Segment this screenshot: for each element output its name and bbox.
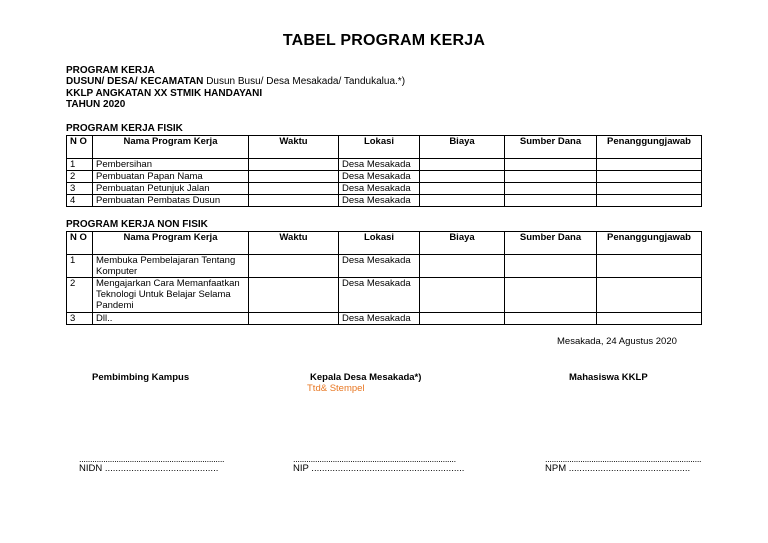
cell-sumber (505, 313, 597, 325)
table-row (67, 313, 702, 325)
header-program-kerja: PROGRAM KERJA (66, 65, 155, 76)
cell-waktu (249, 195, 339, 207)
col-header-pj: Penanggungjawab (597, 136, 702, 159)
cell-biaya (420, 313, 505, 325)
cell-lokasi: Desa Mesakada (339, 159, 420, 171)
cell-sumber (505, 278, 597, 313)
cell-sumber (505, 171, 597, 183)
col-header-lokasi: Lokasi (339, 232, 420, 255)
cell-name: Pembersihan (93, 159, 249, 171)
page-title: TABEL PROGRAM KERJA (282, 32, 486, 49)
signature-line-mahasiswa: ....................................................................... (545, 454, 702, 464)
cell-waktu (249, 313, 339, 325)
table-header-row (67, 136, 702, 159)
signature-title-kepala-desa: Kepala Desa Mesakada*) (310, 372, 422, 383)
section-title-fisik: PROGRAM KERJA FISIK (66, 123, 183, 134)
cell-name: Membuka Pembelajaran Tentang Komputer (93, 255, 249, 278)
col-header-biaya: Biaya (420, 136, 505, 159)
col-header-pj: Penanggungjawab (597, 232, 702, 255)
col-header-no: N O (67, 232, 93, 255)
stamp-note: Ttd& Stempel (307, 383, 365, 394)
cell-no: 2 (67, 278, 93, 313)
table-row (67, 159, 702, 171)
cell-pj (597, 278, 702, 313)
col-header-name: Nama Program Kerja (93, 136, 249, 159)
cell-no: 3 (67, 183, 93, 195)
cell-waktu (249, 159, 339, 171)
table-row (67, 183, 702, 195)
table-row (67, 278, 702, 313)
cell-sumber (505, 195, 597, 207)
cell-no: 2 (67, 171, 93, 183)
id-line-nidn: NIDN ........................................... (79, 463, 219, 474)
cell-lokasi: Desa Mesakada (339, 183, 420, 195)
cell-pj (597, 255, 702, 278)
col-header-biaya: Biaya (420, 232, 505, 255)
cell-waktu (249, 278, 339, 313)
cell-waktu (249, 171, 339, 183)
col-header-lokasi: Lokasi (339, 136, 420, 159)
header-kklp: KKLP ANGKATAN XX STMIK HANDAYANI (66, 88, 263, 99)
signature-title-pembimbing: Pembimbing Kampus (92, 372, 190, 383)
header-year: TAHUN 2020 (66, 99, 126, 110)
signature-line-pembimbing: .................................................................. (79, 454, 225, 464)
signature-title-mahasiswa: Mahasiswa KKLP (569, 372, 648, 383)
cell-lokasi: Desa Mesakada (339, 171, 420, 183)
cell-biaya (420, 255, 505, 278)
cell-biaya (420, 159, 505, 171)
cell-no: 3 (67, 313, 93, 325)
col-header-sumber: Sumber Dana (505, 232, 597, 255)
cell-name: Pembuatan Papan Nama (93, 171, 249, 183)
cell-name: Dll.. (93, 313, 249, 325)
cell-biaya (420, 278, 505, 313)
cell-waktu (249, 255, 339, 278)
cell-waktu (249, 183, 339, 195)
cell-no: 1 (67, 255, 93, 278)
cell-sumber (505, 183, 597, 195)
cell-pj (597, 195, 702, 207)
col-header-sumber: Sumber Dana (505, 136, 597, 159)
col-header-waktu: Waktu (249, 232, 339, 255)
cell-sumber (505, 159, 597, 171)
table-header-row (67, 232, 702, 255)
cell-lokasi: Desa Mesakada (339, 255, 420, 278)
header-location-label: DUSUN/ DESA/ KECAMATAN (66, 76, 204, 87)
table-fisik (66, 135, 702, 207)
table-row (67, 255, 702, 278)
cell-pj (597, 313, 702, 325)
section-title-nonfisik: PROGRAM KERJA NON FISIK (66, 219, 208, 230)
cell-lokasi: Desa Mesakada (339, 313, 420, 325)
cell-pj (597, 159, 702, 171)
cell-pj (597, 183, 702, 195)
header-location-value: Dusun Busu/ Desa Mesakada/ Tandukalua.*) (203, 76, 406, 87)
col-header-waktu: Waktu (249, 136, 339, 159)
cell-biaya (420, 183, 505, 195)
cell-sumber (505, 255, 597, 278)
col-header-name: Nama Program Kerja (93, 232, 249, 255)
table-row (67, 171, 702, 183)
cell-biaya (420, 171, 505, 183)
cell-name: Pembuatan Petunjuk Jalan (93, 183, 249, 195)
table-nonfisik (66, 231, 702, 325)
header-location (66, 76, 405, 87)
cell-no: 4 (67, 195, 93, 207)
cell-lokasi: Desa Mesakada (339, 195, 420, 207)
cell-lokasi: Desa Mesakada (339, 278, 420, 313)
id-line-nip: NIP .......................................................... (293, 463, 465, 474)
cell-biaya (420, 195, 505, 207)
table-row (67, 195, 702, 207)
place-date: Mesakada, 24 Agustus 2020 (557, 336, 677, 347)
cell-pj (597, 171, 702, 183)
col-header-no: N O (67, 136, 93, 159)
cell-name: Mengajarkan Cara Memanfaatkan Teknologi Untuk Belajar Selama Pandemi (93, 278, 249, 313)
cell-no: 1 (67, 159, 93, 171)
id-line-npm: NPM .............................................. (545, 463, 691, 474)
cell-name: Pembuatan Pembatas Dusun (93, 195, 249, 207)
signature-line-kepala-desa: .......................................................................... (293, 454, 456, 464)
